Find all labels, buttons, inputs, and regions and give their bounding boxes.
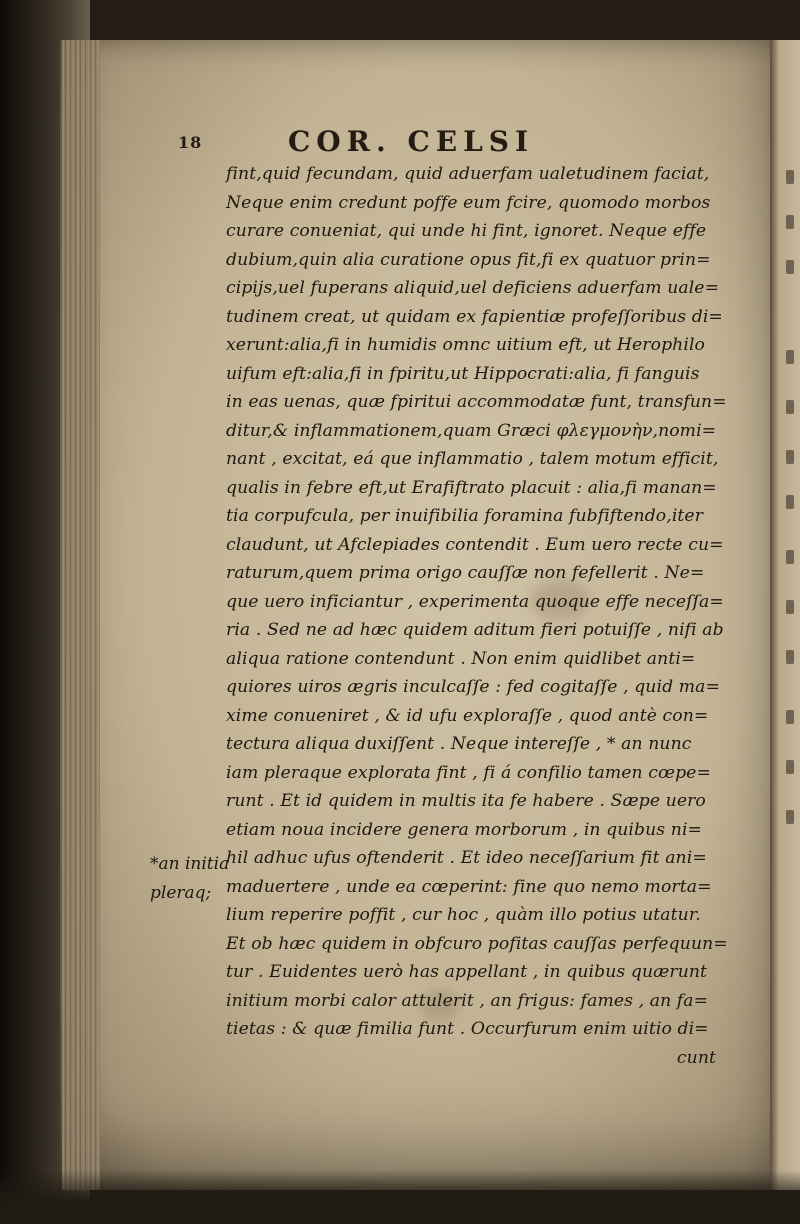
- text-line: fint,quid fecundam, quid aduerfam ualetudinem faciat,: [226, 164, 710, 184]
- text-line: in eas uenas, quæ fpiritui accommodatæ funt, transfun=: [226, 392, 727, 412]
- text-line: qualis in febre eft,ut Erafiftrato placuit : alia,fi manan=: [226, 477, 717, 498]
- running-head: COR. CELSI: [288, 125, 535, 158]
- text-line: hil adhuc ufus oftenderit . Et ideo neceſſarium fit ani=: [226, 848, 707, 868]
- text-line: aliqua ratione contendunt . Non enim quidlibet anti=: [226, 648, 696, 669]
- text-line: maduertere , unde ea cœperint: fine quo nemo morta=: [226, 876, 712, 897]
- text-line: cipijs,uel fuperans aliquid,uel deficiens aduerfam uale=: [226, 278, 720, 298]
- text-line: Et ob hæc quidem in obfcuro pofitas cauſſas perfequun=: [226, 933, 728, 954]
- text-line: claudunt, ut Afclepiades contendit . Eum uero recte cu=: [226, 534, 724, 555]
- text-line: iam pleraque explorata fint , fi á confilio tamen cœpe=: [226, 762, 711, 783]
- text-line: runt . Et id quidem in multis ita fe habere . Sæpe uero: [226, 791, 706, 811]
- text-line: ditur,& inflammationem,quam Græci φλεγμονὴν,nomi=: [226, 420, 717, 441]
- page-edges: [62, 40, 100, 1190]
- margin-note: pleraq;: [150, 882, 212, 903]
- text-line: initium morbi calor attulerit , an frigus: fames , an fa=: [226, 990, 709, 1011]
- text-line: tur . Euidentes uerò has appellant , in quibus quærunt: [226, 962, 708, 982]
- text-line: que uero inficiantur , experimenta quoque effe neceſſa=: [226, 591, 724, 612]
- text-line: uifum eft:alia,fi in fpiritu,ut Hippocrati:alia, fi fanguis: [226, 363, 700, 384]
- text-line: dubium,quin alia curatione opus fit,fi ex quatuor prin=: [226, 249, 711, 270]
- text-line: xerunt:alia,fi in humidis omnc uitium eft, ut Herophilo: [226, 335, 705, 355]
- margin-notes: [150, 850, 230, 907]
- catchword: cunt: [676, 1047, 716, 1068]
- text-line: ria . Sed ne ad hæc quidem aditum fieri potuiſſe , nifi ab: [226, 620, 724, 640]
- text-line: tietas : & quæ fimilia funt . Occurfurum enim uitio di=: [226, 1019, 709, 1039]
- page-header: [178, 125, 698, 165]
- margin-note: *an initia: [150, 854, 230, 874]
- text-line: etiam noua incidere genera morborum , in quibus ni=: [226, 819, 703, 840]
- text-line: tia corpufcula, per inuifibilia foramina fubfiftendo,iter: [226, 506, 704, 526]
- body-text: [226, 160, 746, 1072]
- text-line: tectura aliqua duxiſſent . Neque intereſſe , * an nunc: [226, 734, 692, 754]
- text-line: Neque enim credunt poffe eum fcire, quomodo morbos: [226, 192, 711, 213]
- bottom-shadow: [0, 1170, 800, 1224]
- text-line: quiores uiros ægris inculcaſſe : fed cogitaſſe , quid ma=: [226, 677, 720, 697]
- facing-page-marks: [780, 150, 800, 870]
- page-number: 18: [178, 133, 203, 152]
- text-line: xime conueniret , & id ufu exploraſſe , quod antè con=: [226, 705, 709, 726]
- text-line: raturum,quem prima origo cauſſæ non fefellerit . Ne=: [226, 563, 705, 583]
- text-line: curare conueniat, qui unde hi fint, ignoret. Neque effe: [226, 221, 707, 241]
- text-line: nant , excitat, eá que inflammatio , talem motum efficit,: [226, 449, 719, 469]
- text-line: tudinem creat, ut quidam ex fapientiæ profeſſoribus di=: [226, 306, 723, 327]
- text-line: lium reperire poffit , cur hoc , quàm illo potius utatur.: [226, 905, 701, 925]
